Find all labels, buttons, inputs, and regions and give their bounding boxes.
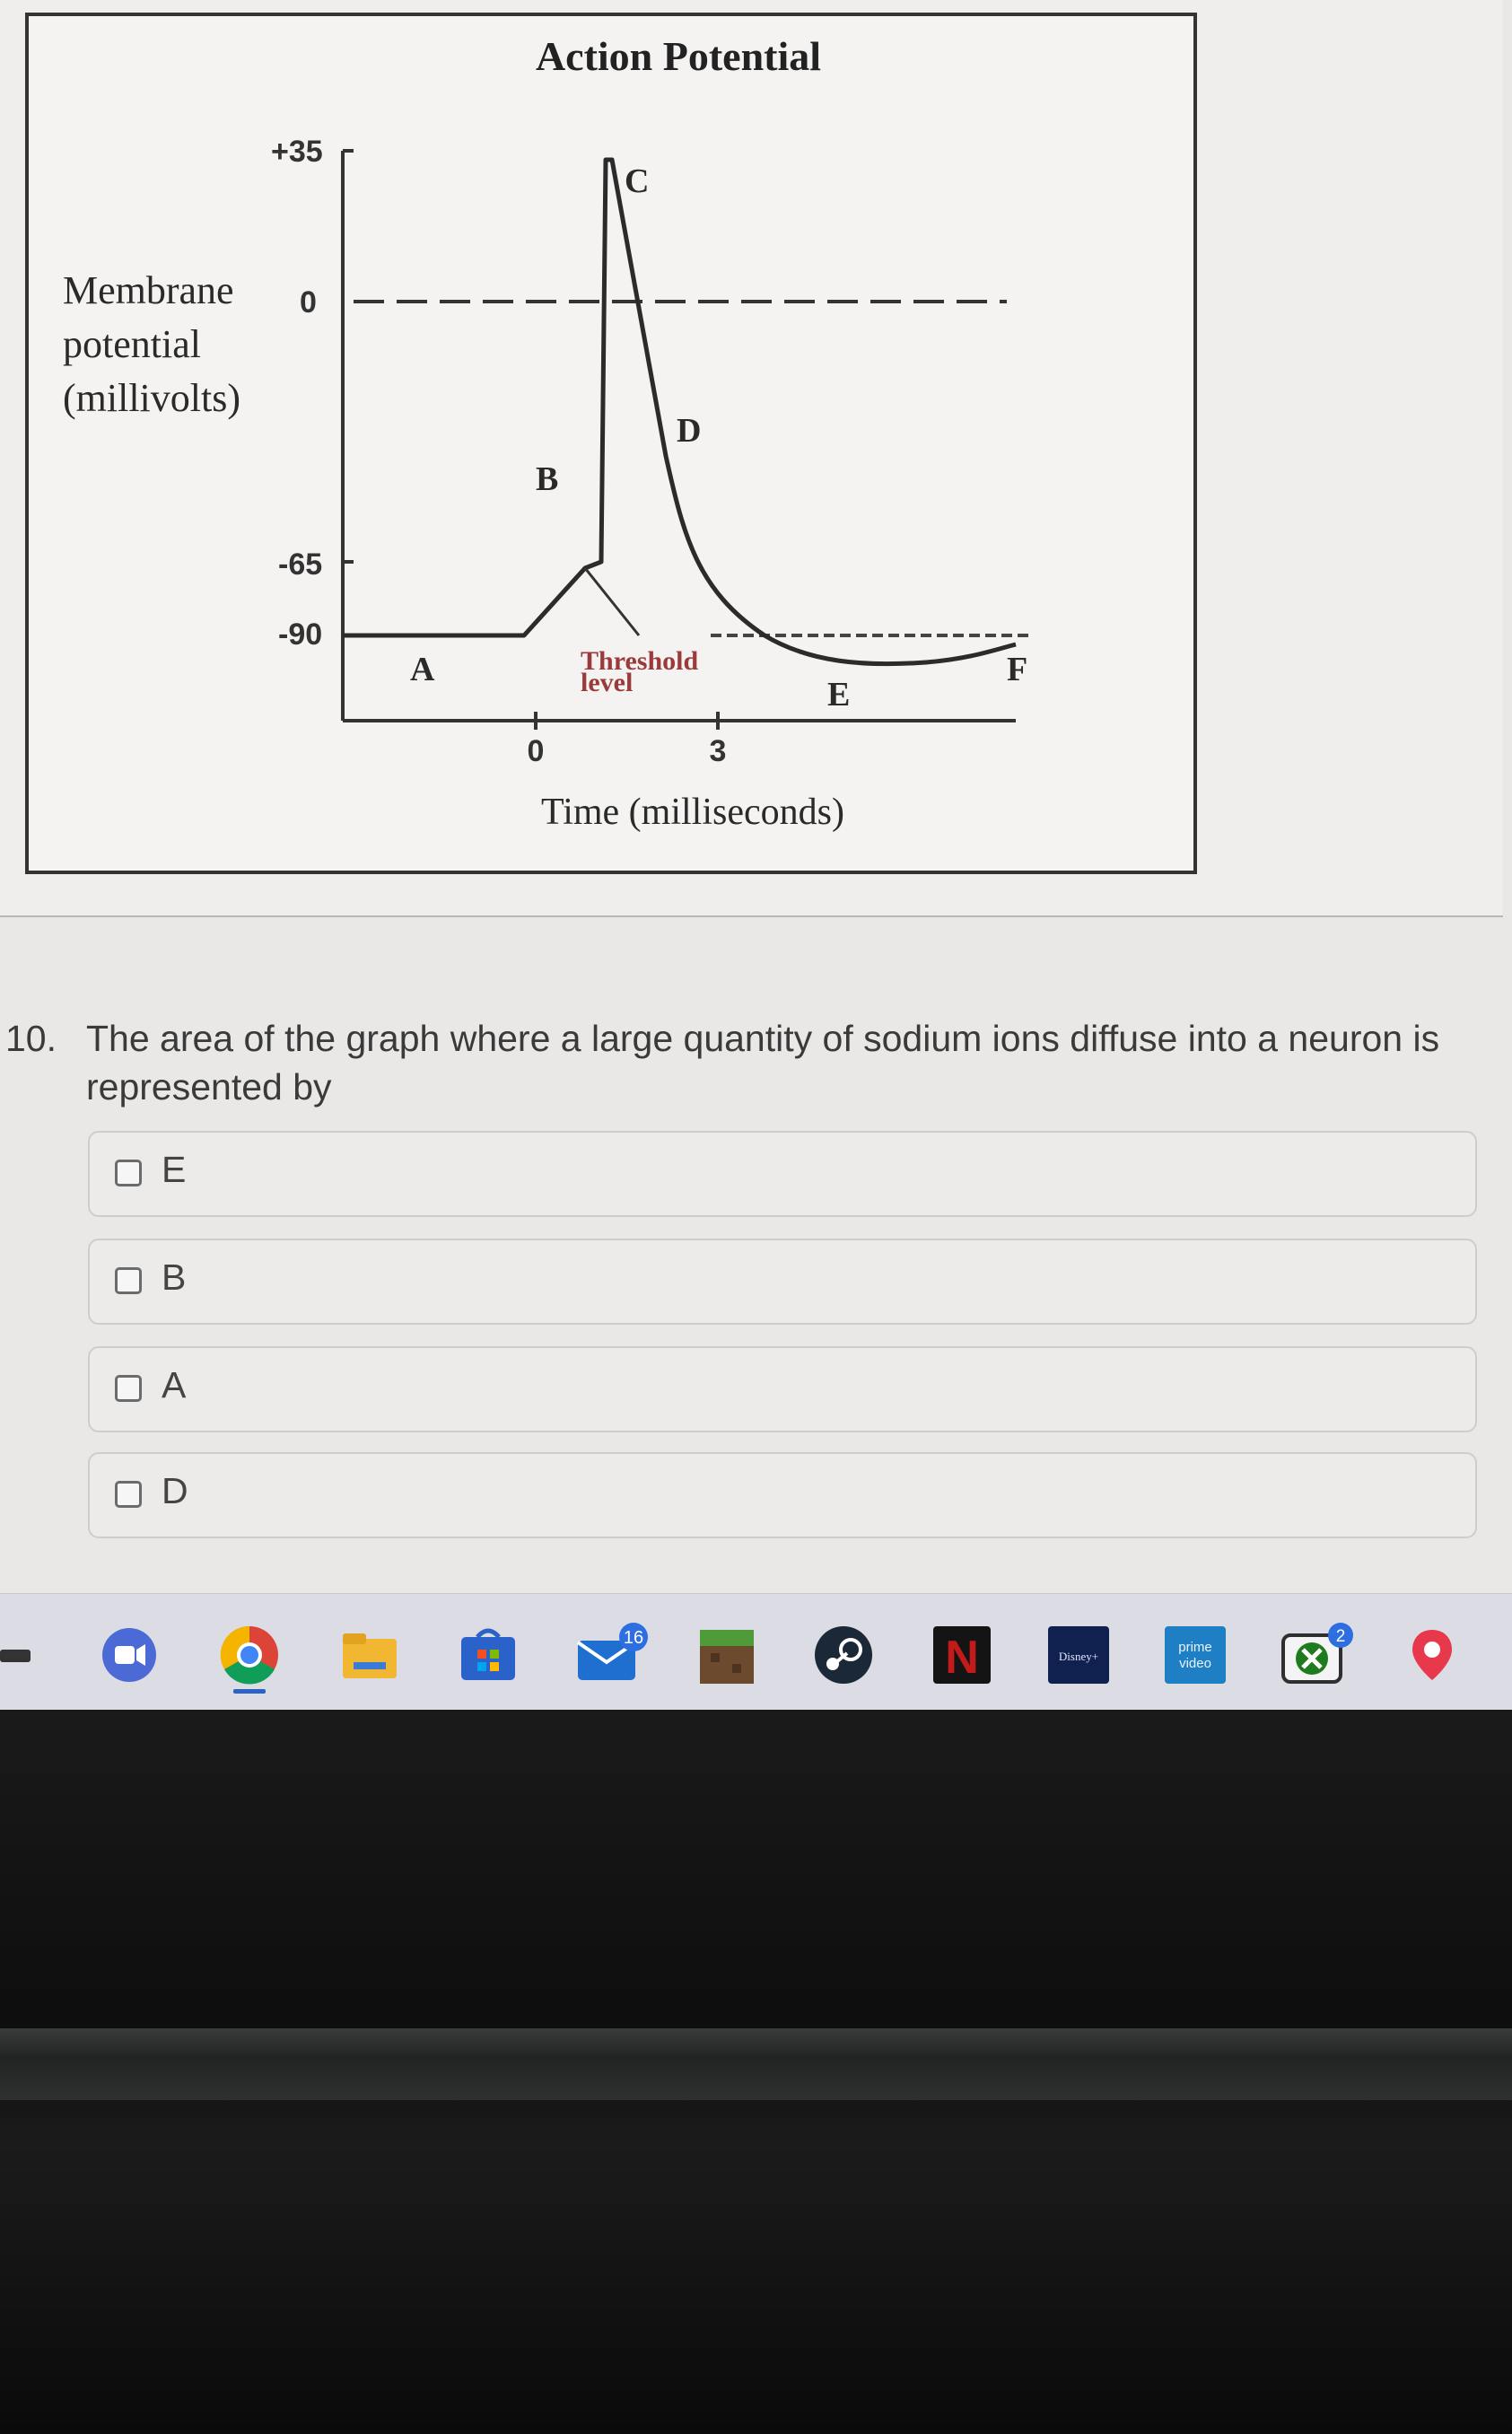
action-potential-graph [29,16,1193,871]
point-label-c: C [625,162,650,200]
prime-line-2: video [1179,1656,1211,1671]
y-tick-label: +35 [271,135,323,169]
keyboard-edge [0,2028,1512,2100]
x-tick-label: 3 [709,734,727,768]
figure-panel [0,0,1503,917]
point-label-e: E [827,676,851,714]
option-label: E [162,1149,187,1190]
netflix-icon[interactable] [930,1623,994,1687]
mail-icon[interactable] [574,1623,644,1687]
x-axis-label: Time (milliseconds) [541,792,844,833]
laptop-bezel [0,1710,1512,2434]
disney-text: Disney+ [1058,1650,1099,1663]
y-axis-label-line-2: potential [63,322,201,366]
point-label-f: F [1007,651,1028,688]
chrome-icon[interactable] [217,1623,282,1687]
netflix-letter: N [945,1632,979,1684]
figure-title: Action Potential [535,33,822,79]
checkbox[interactable] [115,1160,142,1186]
mail-badge: 16 [623,1628,644,1648]
option-label: B [162,1256,187,1298]
xbox-badge: 2 [1335,1627,1346,1646]
threshold-bend-line [585,568,639,635]
option-label: A [162,1364,187,1405]
x-tick-label: 0 [527,734,545,768]
y-axis-label-line-3: (millivolts) [63,376,240,420]
taskbar-partial-icon[interactable] [0,1623,32,1687]
minecraft-icon[interactable] [695,1623,759,1687]
threshold-label-line-2: level [581,668,634,697]
steam-icon[interactable] [811,1623,876,1687]
xbox-icon[interactable] [1280,1623,1344,1687]
checkbox[interactable] [115,1267,142,1294]
y-tick-label: -90 [278,617,323,652]
checkbox[interactable] [115,1375,142,1402]
prime-line-1: prime [1178,1640,1212,1655]
maps-pin-icon[interactable] [1400,1623,1464,1687]
y-tick-label: -65 [278,547,323,582]
question-text: The area of the graph where a large quantity of sodium ions diffuse into a neuron is represented by [86,1018,1440,1108]
y-tick-label: 0 [300,285,317,320]
taskbar [0,1593,1512,1711]
file-explorer-icon[interactable] [337,1623,402,1687]
answer-option-b[interactable] [88,1239,1477,1325]
option-label: D [162,1470,188,1511]
point-label-d: D [677,412,702,450]
question-number: 10. [5,1018,57,1059]
zoom-icon[interactable] [97,1623,162,1687]
microsoft-store-icon[interactable] [456,1623,520,1687]
checkbox[interactable] [115,1481,142,1508]
action-potential-figure [25,13,1197,874]
disney-plus-icon[interactable] [1046,1623,1111,1687]
prime-video-icon[interactable] [1163,1623,1228,1687]
answer-option-a[interactable] [88,1346,1477,1432]
threshold-label-line-1: Threshold [581,646,699,676]
point-label-a: A [410,651,435,688]
point-label-b: B [536,460,559,498]
y-axis-label-line-1: Membrane [63,268,234,312]
answer-option-e[interactable] [88,1131,1477,1217]
answer-option-d[interactable] [88,1452,1477,1538]
